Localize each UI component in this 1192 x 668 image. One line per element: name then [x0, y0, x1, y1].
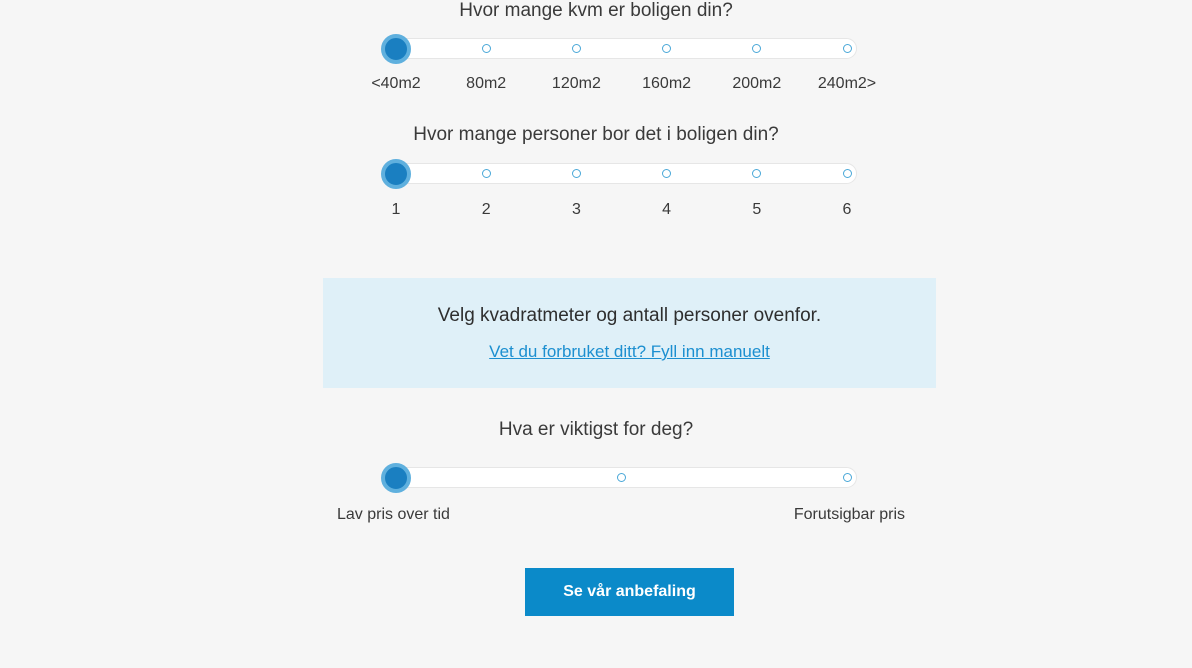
priority-slider[interactable]	[381, 466, 859, 489]
area-question-title: Hvor mange kvm er boligen din?	[459, 0, 733, 21]
area-slider-track[interactable]	[387, 38, 857, 59]
priority-slider-handle[interactable]	[381, 463, 411, 493]
manual-entry-link-wrapper	[323, 342, 936, 362]
priority-slider-stop[interactable]	[843, 473, 852, 482]
persons-slider-track[interactable]	[387, 163, 857, 184]
area-option-label[interactable]: 160m2	[642, 75, 692, 92]
persons-option-label[interactable]: 4	[662, 201, 672, 218]
priority-right-label[interactable]: Forutsigbar pris	[793, 506, 905, 523]
persons-slider-stop[interactable]	[572, 169, 581, 178]
info-message: Velg kvadratmeter og antall personer ovenfor.	[437, 305, 822, 326]
persons-question-title: Hvor mange personer bor det i boligen din?	[413, 124, 779, 145]
persons-option-label[interactable]: 3	[571, 201, 581, 218]
persons-option-label[interactable]: 5	[752, 201, 762, 218]
area-slider-labels	[0, 75, 1192, 95]
area-option-label[interactable]: 120m2	[551, 75, 601, 92]
area-option-label[interactable]: 80m2	[466, 75, 507, 92]
priority-slider-stop[interactable]	[617, 473, 626, 482]
see-recommendation-button[interactable]: Se vår anbefaling	[525, 568, 734, 616]
persons-slider[interactable]	[381, 162, 859, 185]
priority-question-title: Hva er viktigst for deg?	[498, 419, 694, 440]
persons-slider-stop[interactable]	[843, 169, 852, 178]
persons-slider-stop[interactable]	[482, 169, 491, 178]
priority-left-label[interactable]: Lav pris over tid	[337, 506, 450, 523]
persons-option-label[interactable]: 6	[842, 201, 852, 218]
area-slider[interactable]	[381, 37, 859, 60]
area-option-label[interactable]: 240m2>	[817, 75, 877, 92]
area-slider-stop[interactable]	[843, 44, 852, 53]
info-box	[323, 278, 936, 388]
area-option-label[interactable]: 200m2	[732, 75, 782, 92]
persons-slider-handle[interactable]	[381, 159, 411, 189]
manual-entry-link[interactable]: Vet du forbruket ditt? Fyll inn manuelt	[489, 342, 770, 361]
persons-option-label[interactable]: 1	[391, 201, 401, 218]
persons-option-label[interactable]: 2	[481, 201, 491, 218]
area-slider-handle[interactable]	[381, 34, 411, 64]
area-slider-stop[interactable]	[482, 44, 491, 53]
priority-slider-labels	[0, 506, 1192, 526]
area-slider-stop[interactable]	[572, 44, 581, 53]
persons-slider-labels	[0, 201, 1192, 221]
area-option-label[interactable]: <40m2	[371, 75, 421, 92]
